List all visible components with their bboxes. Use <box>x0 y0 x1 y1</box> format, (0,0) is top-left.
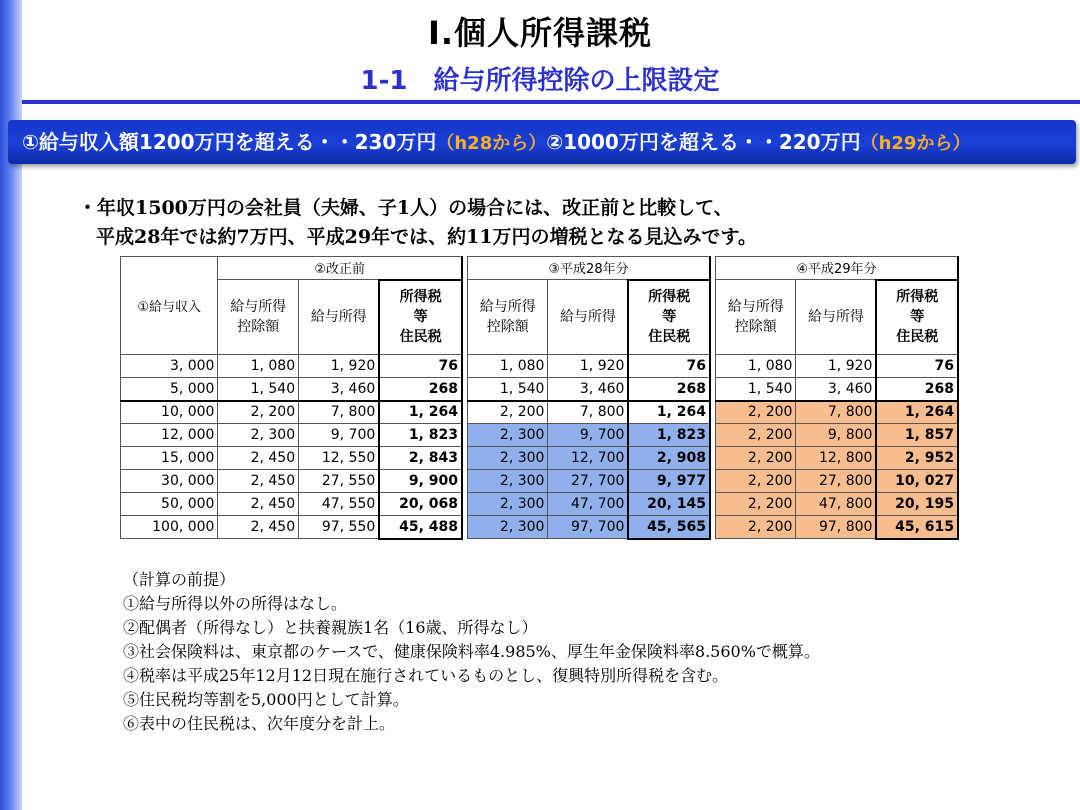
income-value-cell: 3, 460 <box>299 378 380 401</box>
tax-cell: 76 <box>379 355 462 378</box>
col-income-header: 給与所得 <box>299 280 380 355</box>
table-row <box>121 470 463 493</box>
banner-part2: ②1000万円を超える・・220万円 <box>546 130 861 154</box>
note-0: （計算の前提） <box>123 570 236 589</box>
calc-notes <box>123 568 820 736</box>
deduction-cell: 1, 540 <box>716 378 796 401</box>
income-value-cell: 9, 800 <box>796 424 876 447</box>
table-row <box>121 447 463 470</box>
table-before <box>120 256 463 540</box>
table-row <box>121 516 463 539</box>
income-value-cell: 27, 800 <box>796 470 876 493</box>
deduction-cell: 2, 200 <box>716 401 796 424</box>
income-cell: 30, 000 <box>121 470 218 493</box>
tax-cell: 268 <box>379 378 462 401</box>
deduction-cell: 2, 450 <box>218 493 299 516</box>
deduction-cell: 1, 540 <box>468 378 548 401</box>
col-tax-header: 所得税 等 住民税 <box>628 280 710 355</box>
deduction-cell: 1, 080 <box>218 355 299 378</box>
table-row <box>121 424 463 447</box>
table-row <box>468 516 711 539</box>
income-value-cell: 7, 800 <box>299 401 380 424</box>
table-row <box>121 378 463 401</box>
tax-cell: 1, 264 <box>379 401 462 424</box>
bullet-line-2: 平成28年では約7万円、平成29年では、約11万円の増税となる見込みです。 <box>96 226 758 248</box>
table-row <box>716 516 959 539</box>
table-row <box>468 493 711 516</box>
income-cell: 12, 000 <box>121 424 218 447</box>
tax-cell: 10, 027 <box>876 470 958 493</box>
table-h29 <box>715 256 959 540</box>
banner-part1: ①給与収入額1200万円を超える・・230万円 <box>22 130 437 154</box>
income-cell: 3, 000 <box>121 355 218 378</box>
note-2: ②配偶者（所得なし）と扶養親族1名（16歳、所得なし） <box>123 618 538 637</box>
bullet-line-1: ・年収1500万円の会社員（夫婦、子1人）の場合には、改正前と比較して、 <box>78 197 733 219</box>
deduction-cell: 2, 200 <box>716 447 796 470</box>
tax-cell: 2, 908 <box>628 447 710 470</box>
deduction-cell: 2, 450 <box>218 447 299 470</box>
tax-cell: 2, 843 <box>379 447 462 470</box>
col-tax-header: 所得税 等 住民税 <box>876 280 958 355</box>
note-4: ④税率は平成25年12月12日現在施行されているものとし、復興特別所得税を含む。 <box>123 666 729 685</box>
page-subtitle: 1-1 給与所得控除の上限設定 <box>360 66 720 96</box>
table-row <box>121 493 463 516</box>
tax-cell: 45, 565 <box>628 516 710 539</box>
tax-cell: 1, 264 <box>628 401 710 424</box>
table-row <box>468 401 711 424</box>
tax-cell: 20, 195 <box>876 493 958 516</box>
income-value-cell: 97, 700 <box>548 516 628 539</box>
table-row <box>716 424 959 447</box>
deduction-cell: 2, 300 <box>218 424 299 447</box>
income-cell: 50, 000 <box>121 493 218 516</box>
tax-cell: 1, 264 <box>876 401 958 424</box>
col-income-header: 給与所得 <box>796 280 876 355</box>
table-row <box>121 401 463 424</box>
col-deduction-header: 給与所得 控除額 <box>468 280 548 355</box>
deduction-cell: 2, 200 <box>716 470 796 493</box>
income-value-cell: 1, 920 <box>548 355 628 378</box>
note-1: ①給与所得以外の所得はなし。 <box>123 594 348 613</box>
income-value-cell: 12, 800 <box>796 447 876 470</box>
deduction-cell: 2, 200 <box>468 401 548 424</box>
tax-cell: 20, 068 <box>379 493 462 516</box>
income-value-cell: 47, 800 <box>796 493 876 516</box>
income-value-cell: 12, 550 <box>299 447 380 470</box>
income-value-cell: 1, 920 <box>299 355 380 378</box>
col-deduction-header: 給与所得 控除額 <box>716 280 796 355</box>
tax-cell: 1, 823 <box>379 424 462 447</box>
tax-cell: 2, 952 <box>876 447 958 470</box>
table-row <box>716 378 959 401</box>
income-value-cell: 47, 550 <box>299 493 380 516</box>
deduction-cell: 2, 300 <box>468 424 548 447</box>
tax-cell: 9, 977 <box>628 470 710 493</box>
table-row <box>716 470 959 493</box>
group-header-h29: ④平成29年分 <box>716 257 959 280</box>
income-value-cell: 9, 700 <box>548 424 628 447</box>
tax-cell: 1, 823 <box>628 424 710 447</box>
summary-bullet <box>78 194 757 252</box>
col-deduction-header: 給与所得 控除額 <box>218 280 299 355</box>
deduction-cell: 1, 080 <box>716 355 796 378</box>
deduction-cell: 2, 200 <box>716 516 796 539</box>
table-row <box>468 447 711 470</box>
income-header: ①給与収入 <box>121 257 218 355</box>
income-value-cell: 47, 700 <box>548 493 628 516</box>
table-row <box>121 355 463 378</box>
note-6: ⑥表中の住民税は、次年度分を計上。 <box>123 714 396 733</box>
summary-banner <box>8 120 1076 164</box>
tax-cell: 45, 615 <box>876 516 958 539</box>
table-row <box>468 378 711 401</box>
group-header-h28: ③平成28年分 <box>468 257 711 280</box>
deduction-cell: 2, 200 <box>218 401 299 424</box>
tax-cell: 268 <box>628 378 710 401</box>
deduction-cell: 2, 300 <box>468 447 548 470</box>
table-row <box>716 355 959 378</box>
deduction-cell: 2, 300 <box>468 493 548 516</box>
deduction-cell: 1, 540 <box>218 378 299 401</box>
tax-cell: 9, 900 <box>379 470 462 493</box>
income-cell: 15, 000 <box>121 447 218 470</box>
banner-part1-note: （h28から） <box>436 133 547 154</box>
group-header-before: ②改正前 <box>218 257 462 280</box>
income-value-cell: 1, 920 <box>796 355 876 378</box>
tax-cell: 45, 488 <box>379 516 462 539</box>
income-cell: 5, 000 <box>121 378 218 401</box>
table-row <box>468 424 711 447</box>
banner-part2-note: （h29から） <box>860 133 971 154</box>
income-value-cell: 97, 550 <box>299 516 380 539</box>
deduction-cell: 1, 080 <box>468 355 548 378</box>
deduction-cell: 2, 300 <box>468 516 548 539</box>
tax-cell: 268 <box>876 378 958 401</box>
table-h28 <box>467 256 711 540</box>
deduction-cell: 2, 200 <box>716 493 796 516</box>
income-value-cell: 97, 800 <box>796 516 876 539</box>
income-value-cell: 7, 800 <box>548 401 628 424</box>
page-title: Ⅰ.個人所得課税 <box>427 14 653 52</box>
tax-cell: 76 <box>628 355 710 378</box>
col-income-header: 給与所得 <box>548 280 628 355</box>
income-value-cell: 12, 700 <box>548 447 628 470</box>
table-row <box>468 355 711 378</box>
income-value-cell: 27, 550 <box>299 470 380 493</box>
income-cell: 10, 000 <box>121 401 218 424</box>
deduction-cell: 2, 200 <box>716 424 796 447</box>
tax-cell: 76 <box>876 355 958 378</box>
table-row <box>716 493 959 516</box>
income-value-cell: 3, 460 <box>548 378 628 401</box>
income-value-cell: 27, 700 <box>548 470 628 493</box>
note-3: ③社会保険料は、東京都のケースで、健康保険料率4.985%、厚生年金保険料率8.560%で概算。 <box>123 642 820 661</box>
note-5: ⑤住民税均等割を5,000円として計算。 <box>123 690 409 709</box>
income-cell: 100, 000 <box>121 516 218 539</box>
income-value-cell: 7, 800 <box>796 401 876 424</box>
table-row <box>468 470 711 493</box>
deduction-cell: 2, 450 <box>218 470 299 493</box>
title-divider <box>22 100 1080 104</box>
table-row <box>716 447 959 470</box>
income-value-cell: 9, 700 <box>299 424 380 447</box>
table-row <box>716 401 959 424</box>
income-value-cell: 3, 460 <box>796 378 876 401</box>
col-tax-header: 所得税 等 住民税 <box>379 280 462 355</box>
tax-cell: 20, 145 <box>628 493 710 516</box>
tax-cell: 1, 857 <box>876 424 958 447</box>
deduction-cell: 2, 300 <box>468 470 548 493</box>
deduction-cell: 2, 450 <box>218 516 299 539</box>
